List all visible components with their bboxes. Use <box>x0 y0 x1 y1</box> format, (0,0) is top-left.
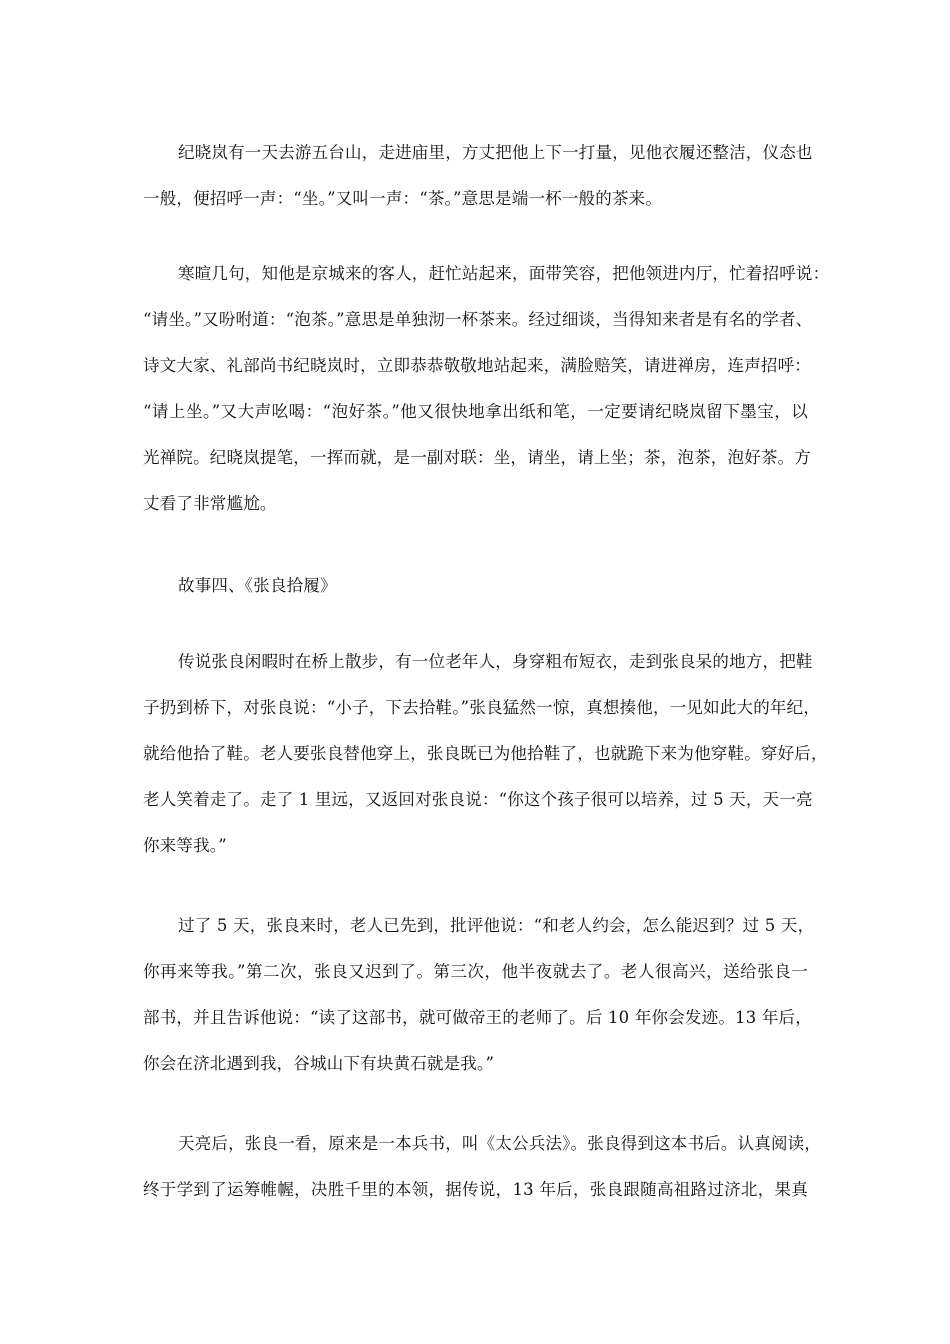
text-line: 过了 5 天，张良来时，老人已先到，批评他说：“和老人约会，怎么能迟到？过 5 天， <box>178 916 815 935</box>
text-line: 就给他拾了鞋。老人要张良替他穿上，张良既已为他拾鞋了，也就跪下来为他穿鞋。穿好后， <box>143 744 828 763</box>
text-line: 一般，便招呼一声：“坐。”又叫一声：“茶。”意思是端一杯一般的茶来。 <box>143 189 663 208</box>
text-line: 终于学到了运筹帷幄，决胜千里的本领，据传说，13 年后，张良跟随高祖路过济北，果真 <box>143 1180 808 1199</box>
text-line: 天亮后，张良一看，原来是一本兵书，叫《太公兵法》。张良得到这本书后。认真阅读， <box>178 1134 822 1153</box>
text-line: 你会在济北遇到我，谷城山下有块黄石就是我。” <box>143 1054 495 1073</box>
text-line: 部书，并且告诉他说：“读了这部书，就可做帝王的老师了。后 10 年你会发迹。13 年后， <box>143 1008 812 1027</box>
text-line: 光禅院。纪晓岚提笔，一挥而就，是一副对联：坐，请坐，请上坐；茶，泡茶，泡好茶。方 <box>143 448 811 467</box>
text-line: 诗文大家、礼部尚书纪晓岚时，立即恭恭敬敬地站起来，满脸赔笑，请进禅房，连声招呼： <box>143 356 811 375</box>
text-line: “请上坐。”又大声吆喝：“泡好茶。”他又很快地拿出纸和笔，一定要请纪晓岚留下墨宝，以 <box>143 402 808 421</box>
text-line: 传说张良闲暇时在桥上散步，有一位老年人，身穿粗布短衣，走到张良呆的地方，把鞋 <box>178 652 813 671</box>
text-line: 子扔到桥下，对张良说：“小子，下去拾鞋。”张良猛然一惊，真想揍他，一见如此大的年纪， <box>143 698 821 717</box>
text-line: 你再来等我。”第二次，张良又迟到了。第三次，他半夜就去了。老人很高兴，送给张良一 <box>143 962 808 981</box>
text-line: 寒暄几句，知他是京城来的客人，赶忙站起来，面带笑容，把他领进内厅，忙着招呼说： <box>178 264 830 283</box>
text-line: 老人笑着走了。走了 1 里远，又返回对张良说：“你这个孩子很可以培养，过 5 天，天一亮 <box>143 790 813 809</box>
text-line: 丈看了非常尴尬。 <box>143 494 277 513</box>
section-heading: 故事四、《张良拾履》 <box>178 576 337 595</box>
text-line: 你来等我。” <box>143 836 227 855</box>
text-line: 纪晓岚有一天去游五台山，走进庙里，方丈把他上下一打量，见他衣履还整洁，仪态也 <box>178 143 813 162</box>
text-line: “请坐。”又吩咐道：“泡茶。”意思是单独沏一杯茶来。经过细谈，当得知来者是有名的学者、 <box>143 310 813 329</box>
